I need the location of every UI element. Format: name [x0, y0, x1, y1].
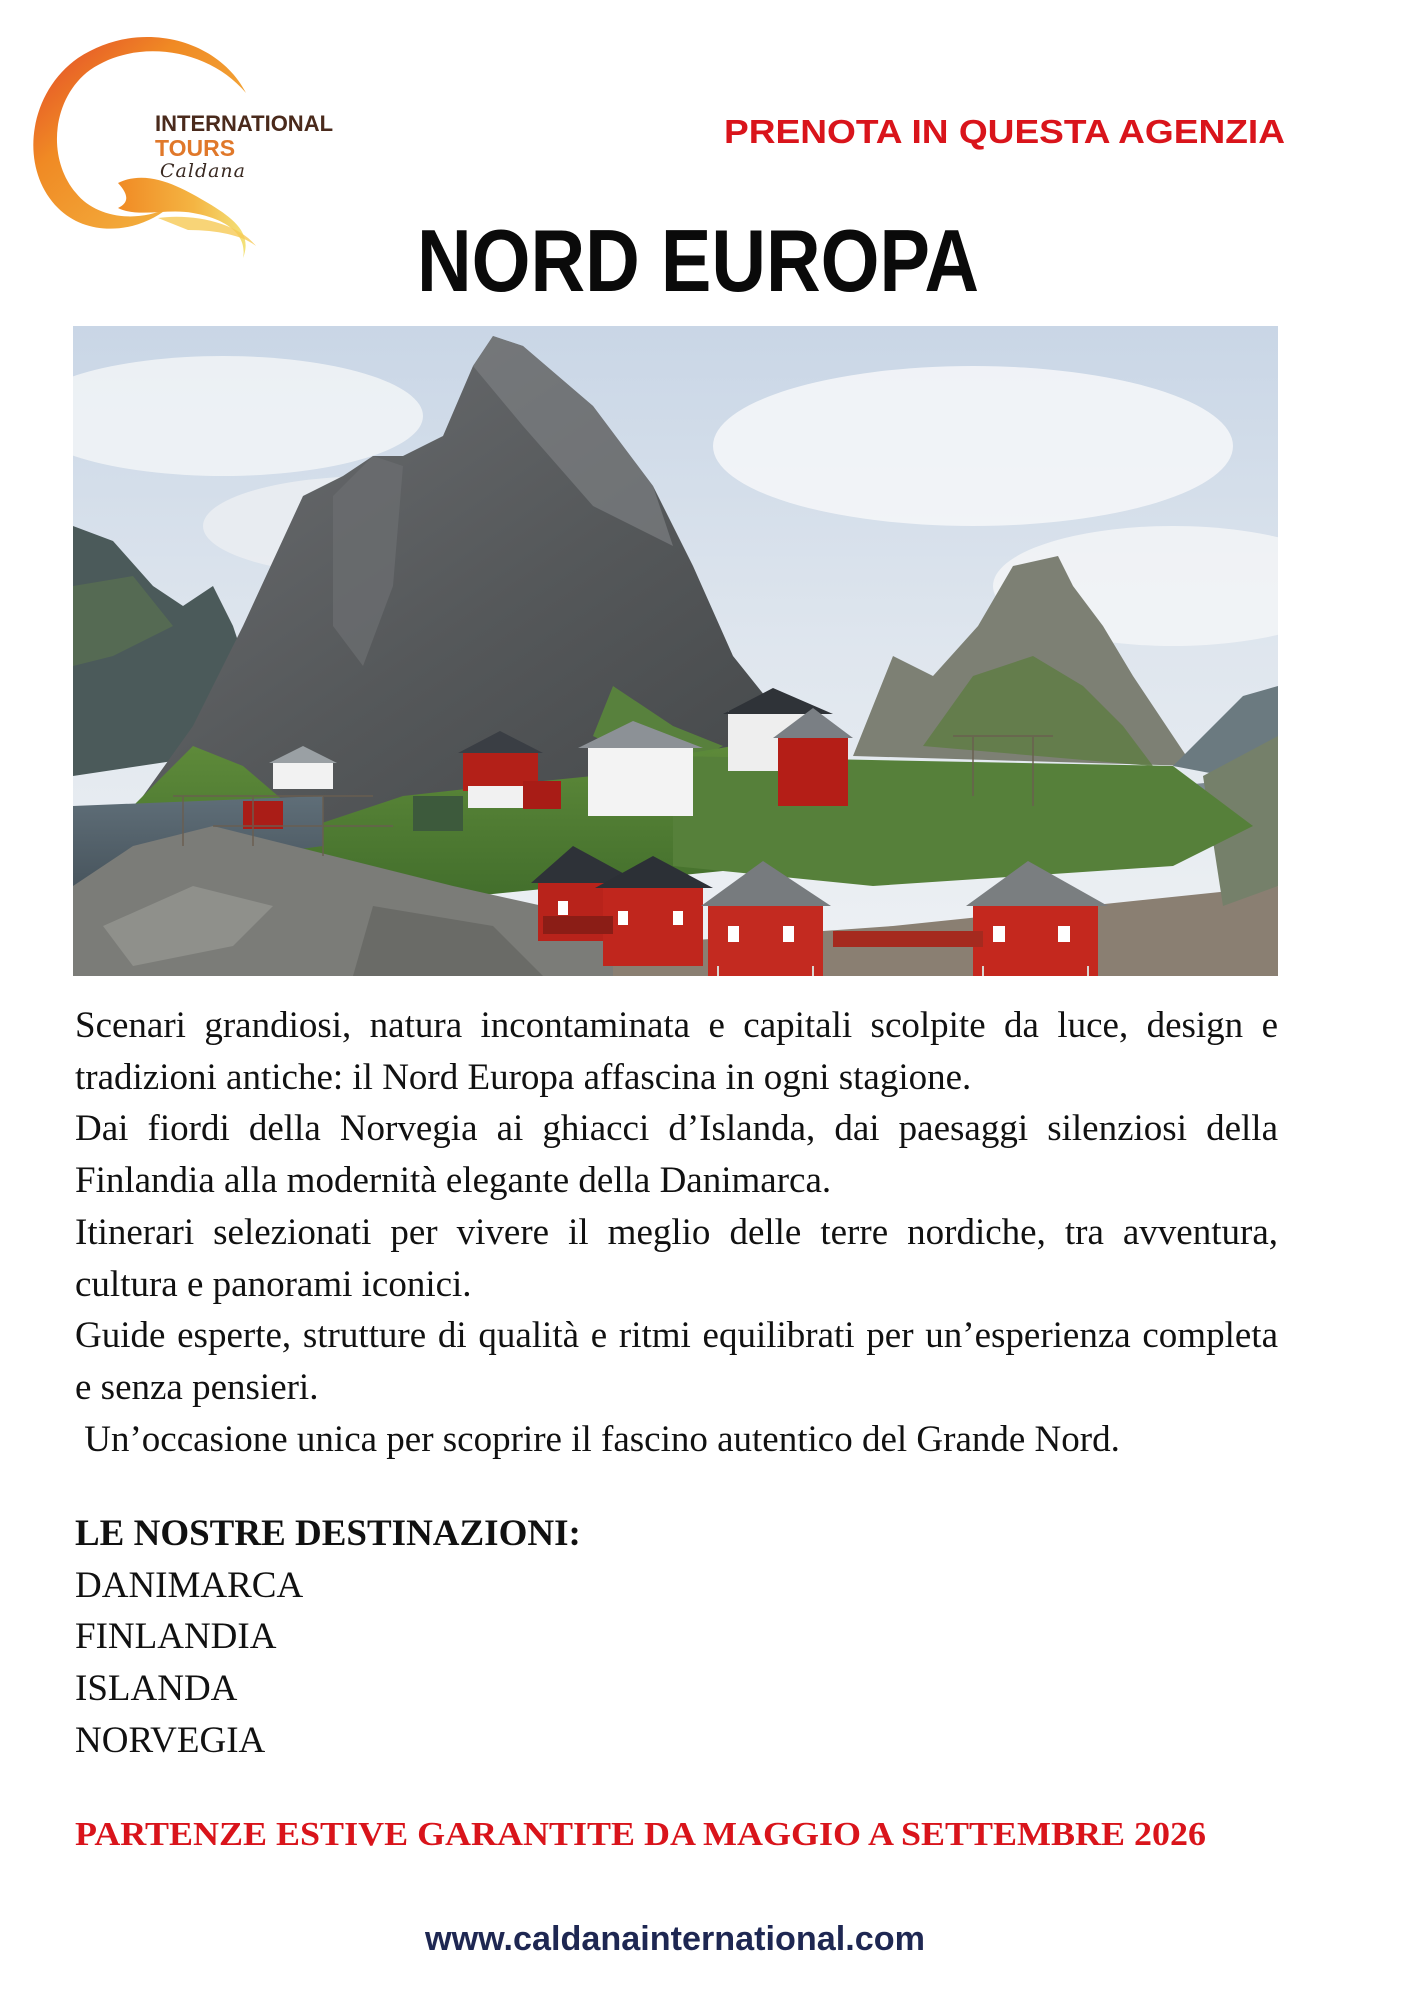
website-link[interactable] — [425, 1919, 923, 1959]
destination-item: ISLANDA — [75, 1668, 238, 1710]
booking-cta — [724, 113, 1285, 151]
destination-item: NORVEGIA — [75, 1719, 266, 1761]
booking-cta-text: PRENOTA IN QUESTA AGENZIA — [724, 113, 1285, 150]
description-text — [75, 1000, 1278, 1465]
lofoten-village-photo-icon — [73, 326, 1278, 976]
description-paragraph: Guide esperte, strutture di qualità e ritmi equilibrati per un’esperienza completa e senza pensieri. — [75, 1315, 1278, 1408]
description-paragraph: Itinerari selezionati per vivere il meglio delle terre nordiche, tra avventura, cultura e panorami iconici. — [75, 1211, 1278, 1305]
page-title — [417, 213, 1071, 309]
departures-text: PARTENZE ESTIVE GARANTITE DA MAGGIO A SETTEMBRE 2026 — [75, 1816, 1206, 1853]
company-logo — [18, 18, 418, 258]
departures-banner — [75, 1815, 1206, 1855]
destination-item: DANIMARCA — [75, 1564, 304, 1606]
page-title-text: NORD EUROPA — [417, 211, 979, 310]
logo-text-tours: TOURS — [155, 135, 236, 161]
description-paragraph: Scenari grandiosi, natura incontaminata e capitali scolpite da luce, design e tradizioni antiche: il Nord Europa affascina in ogni stagione. — [75, 1005, 1278, 1098]
hero-photo — [73, 326, 1278, 976]
description-paragraph: Un’occasione unica per scoprire il fascino autentico del Grande Nord. — [75, 1418, 1120, 1460]
logo-text-caldana: Caldana — [160, 160, 246, 182]
logo-text-international: INTERNATIONAL — [155, 111, 334, 136]
website-url[interactable]: www.caldanainternational.com — [425, 1920, 925, 1958]
destinations-list — [75, 1508, 581, 1767]
destinations-heading: LE NOSTRE DESTINAZIONI: — [75, 1513, 581, 1554]
description-paragraph: Dai fiordi della Norvegia ai ghiacci d’Islanda, dai paesaggi silenziosi della Finlandia alla modernità elegante della Danimarca. — [75, 1108, 1278, 1202]
destination-item: FINLANDIA — [75, 1616, 277, 1658]
